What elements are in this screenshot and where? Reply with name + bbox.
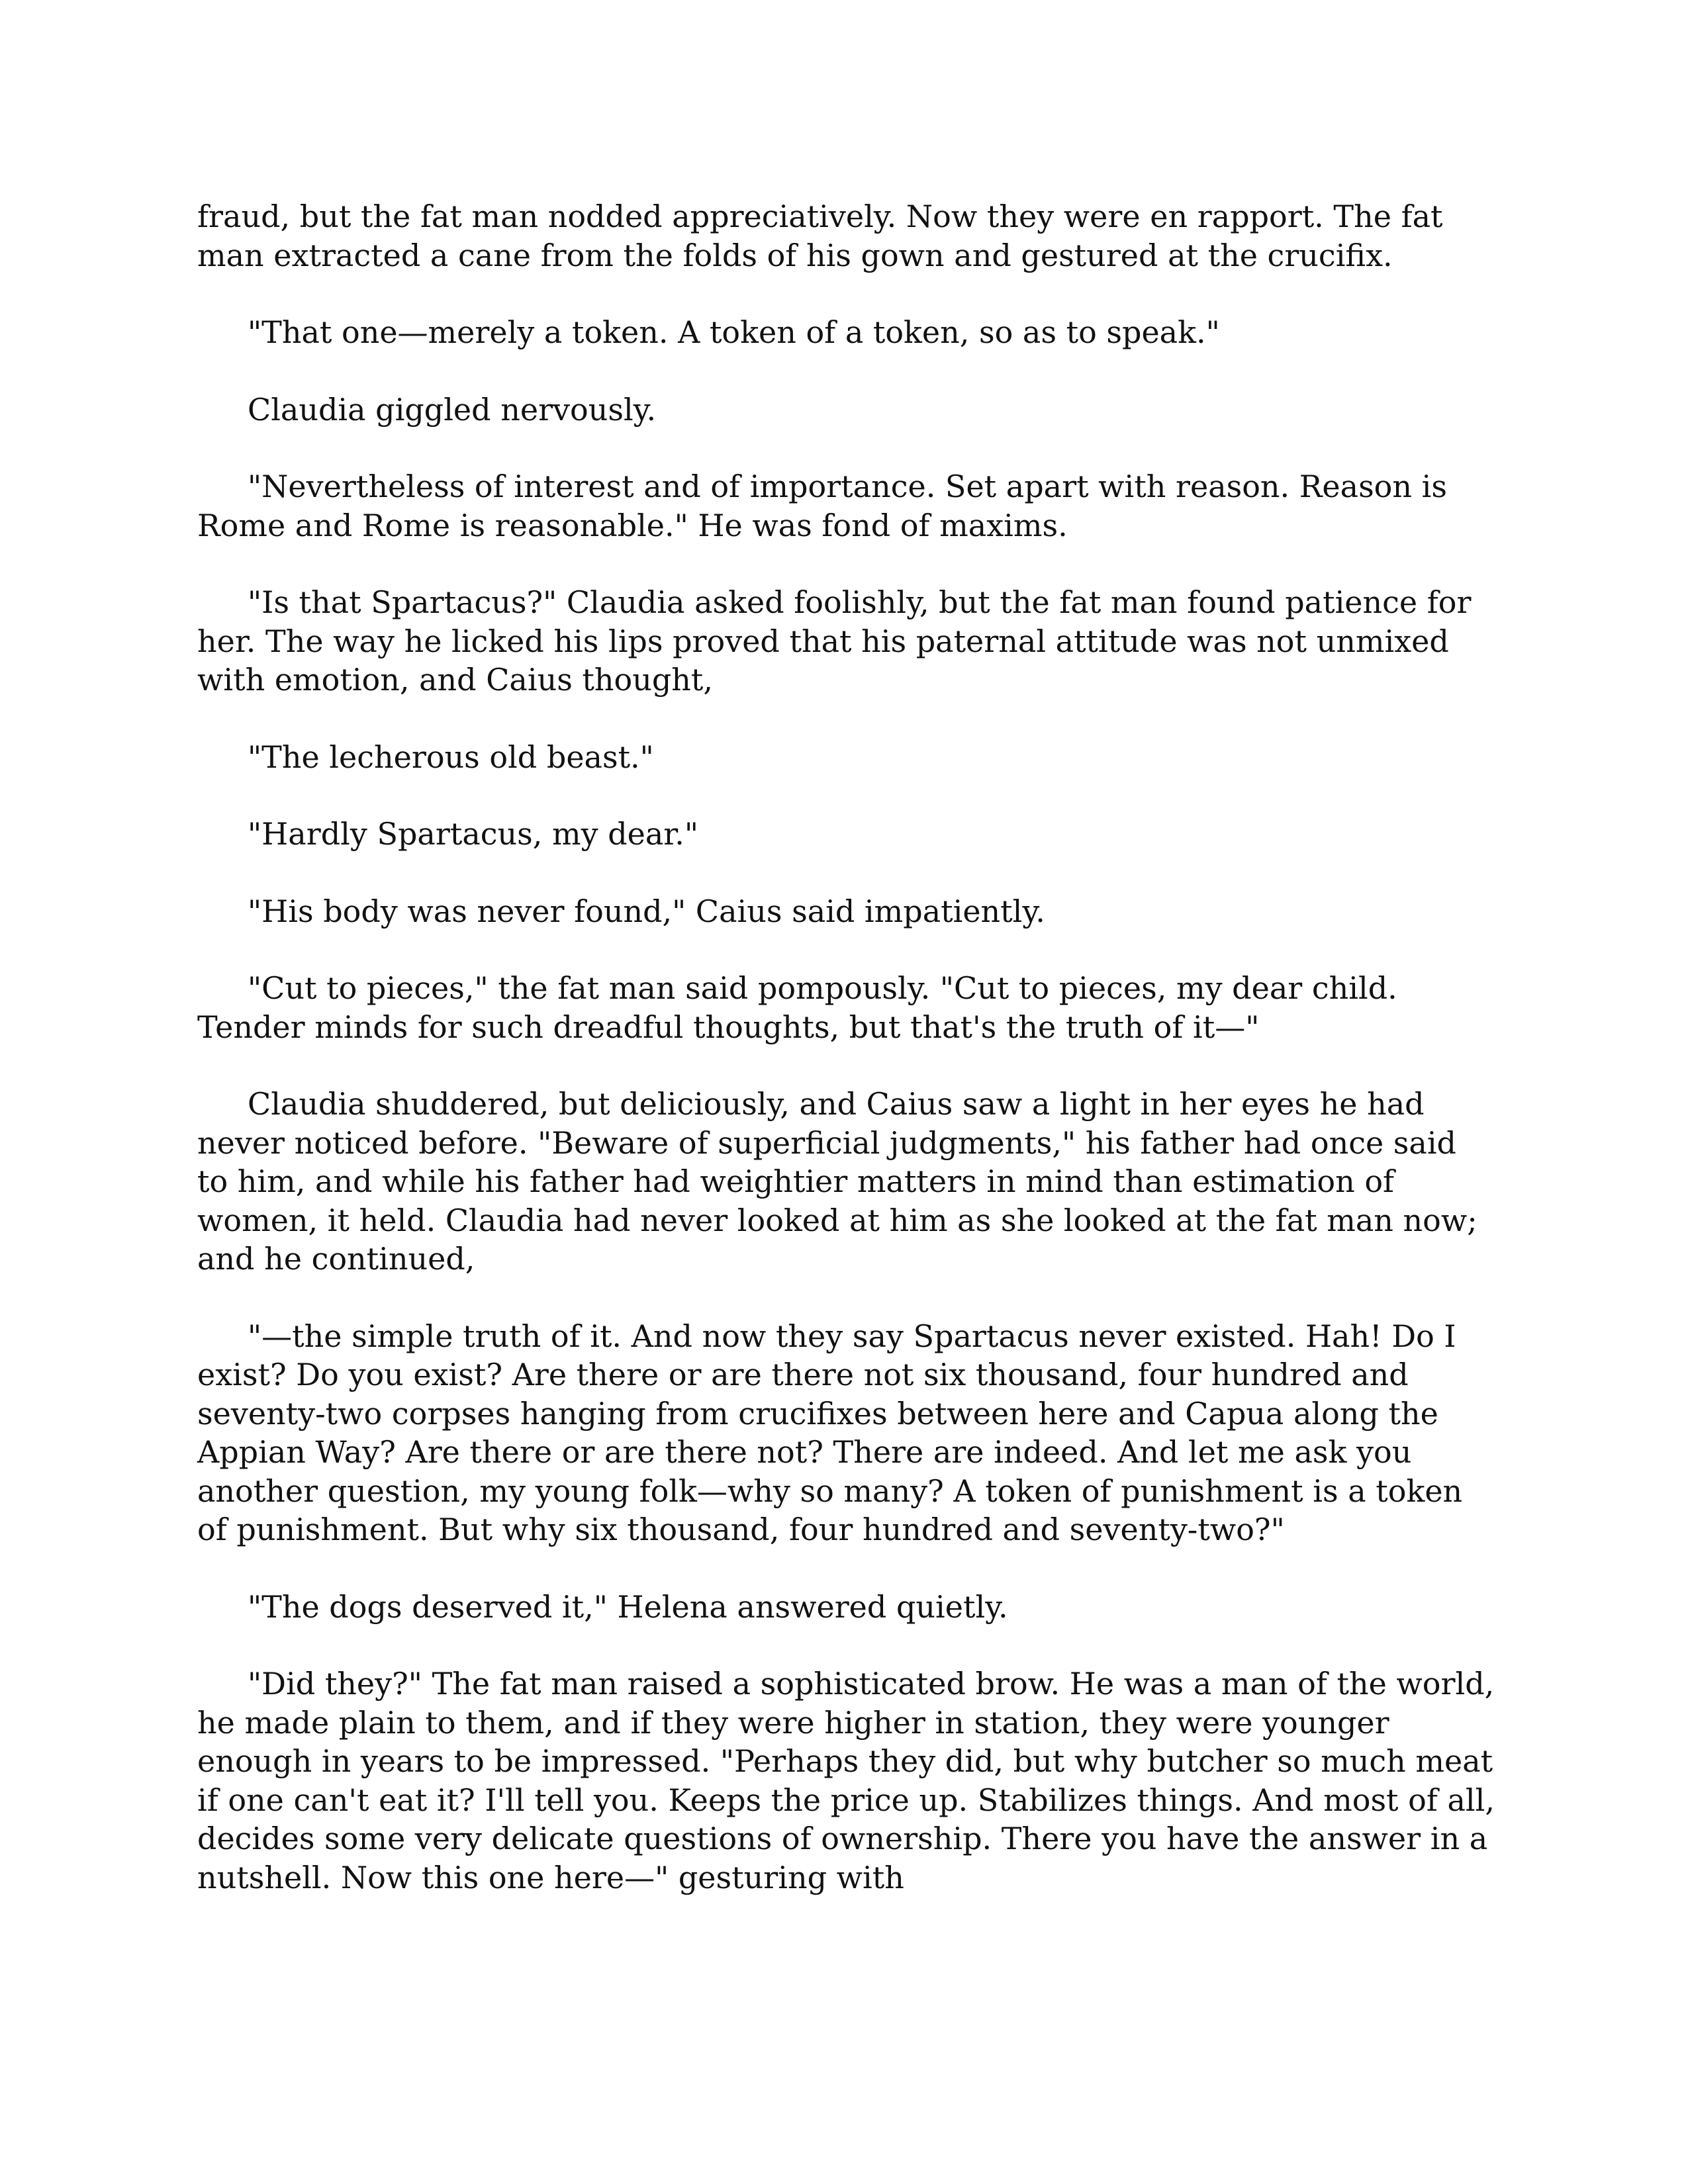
paragraph: "His body was never found," Caius said impatiently. [248,893,1045,929]
paragraph: "—the simple truth of it. And now they say Spartacus never existed. Hah! Do I exist? Do you exist? Are there or are there not six thousand, four hundred and seventy-two corpses hanging from crucifixes between here and Capua along the Appian Way? Are there or are there not? There are indeed. And let me ask you another question, my young folk—why so many? A token of punishment is a token of punishment. But why six thousand, four hundred and seventy-two?" [197,1318,1463,1547]
paragraph: Claudia shuddered, but deliciously, and Caius saw a light in her eyes he had never noticed before. "Beware of superficial judgments," his father had once said to him, and while his father had weightier matters in mind than estimation of women, it held. Claudia had never looked at him as she looked at the fat man now; and he continued, [197,1086,1477,1277]
paragraph: "Hardly Spartacus, my dear." [248,816,699,852]
paragraph: "The lecherous old beast." [248,739,654,775]
paragraph: "Cut to pieces," the fat man said pompously. "Cut to pieces, my dear child. Tender minds for such dreadful thoughts, but that's the truth of it—" [197,970,1397,1045]
text-body [197,197,1495,1897]
paragraph: "The dogs deserved it," Helena answered quietly. [248,1588,1008,1625]
paragraph: "That one—merely a token. A token of a token, so as to speak." [248,314,1220,350]
paragraph: "Is that Spartacus?" Claudia asked foolishly, but the fat man found patience for her. The way he licked his lips proved that his paternal attitude was not unmixed with emotion, and Caius thought, [197,584,1472,698]
paragraph: Claudia giggled nervously. [248,391,657,428]
paragraph: "Did they?" The fat man raised a sophisticated brow. He was a man of the world, he made plain to them, and if they were higher in station, they were younger enough in years to be impressed. "Perhaps they did, but why butcher so much meat if one can't eat it? I'll tell you. Keeps the price up. Stabilizes things. And most of all, decides some very delicate questions of ownership. There you have the answer in a nutshell. Now this one here—" gesturing with [197,1666,1495,1895]
paragraph: "Nevertheless of interest and of importance. Set apart with reason. Reason is Rome and Rome is reasonable." He was fond of maxims. [197,469,1447,543]
paragraph-continued: fraud, but the fat man nodded appreciatively. Now they were en rapport. The fat man extracted a cane from the folds of his gown and gestured at the crucifix. [197,199,1443,273]
